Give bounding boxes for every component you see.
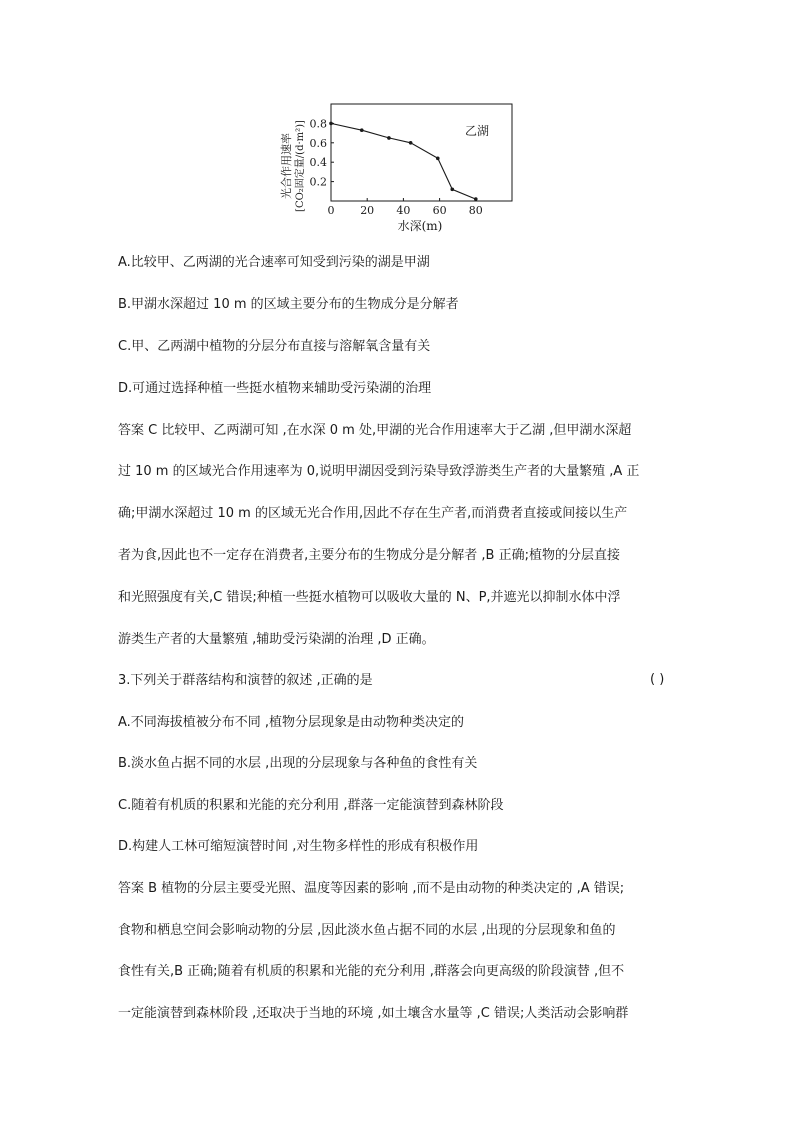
data-point [450, 188, 454, 192]
text-line: 游类生产者的大量繁殖 ,辅助受污染湖的治理 ,D 正确。 [118, 632, 435, 647]
tick-group [310, 117, 483, 217]
text-line: 答案 B 植物的分层主要受光照、温度等因素的影响 ,而不是由动物的种类决定的 ,A 错误; [118, 881, 625, 896]
text-line: 一定能演替到森林阶段 ,还取决于当地的环境 ,如土壤含水量等 ,C 错误;人类活动会影响群 [118, 1006, 629, 1021]
text-line: A.不同海拔植被分布不同 ,植物分层现象是由动物种类决定的 [118, 715, 465, 730]
y-tick-label: 0.2 [309, 175, 327, 189]
x-axis-label: 水深(m) [397, 219, 443, 233]
y-axis-label-line1: 光合作用速率 [280, 133, 293, 199]
text-line: C.随着有机质的积累和光能的充分利用 ,群落一定能演替到森林阶段 [118, 798, 504, 813]
text-line: C.甲、乙两湖中植物的分层分布直接与溶解氧含量有关 [118, 339, 431, 354]
text-line: 过 10 m 的区域光合作用速率为 0,说明甲湖因受到污染导致浮游类生产者的大量繁殖 ,A 正 [118, 464, 640, 479]
y-tick-label: 0.6 [309, 136, 327, 150]
text-line: 答案 C 比较甲、乙两湖可知 ,在水深 0 m 处,甲湖的光合作用速率大于乙湖 ,但甲湖水深超 [118, 423, 632, 438]
y-tick-label: 0.8 [309, 117, 327, 131]
data-point [436, 157, 440, 161]
text-line: B.甲湖水深超过 10 m 的区域主要分布的生物成分是分解者 [118, 297, 459, 312]
data-point [474, 197, 478, 201]
x-tick-label: 20 [360, 204, 375, 217]
text-line: B.淡水鱼占据不同的水层 ,出现的分层现象与各种鱼的食性有关 [118, 756, 478, 771]
text-line: D.构建人工林可缩短演替时间 ,对生物多样性的形成有积极作用 [118, 839, 479, 854]
text-line: 者为食,因此也不一定存在消费者,主要分布的生物成分是分解者 ,B 正确;植物的分层直接 [118, 548, 620, 563]
text-line: 确;甲湖水深超过 10 m 的区域无光合作用,因此不存在生产者,而消费者直接或间接以生产 [118, 506, 628, 521]
legend-yi-lake: 乙湖 [465, 124, 490, 138]
data-point [387, 136, 391, 140]
photosynthesis-depth-chart [270, 96, 530, 246]
x-tick-label: 60 [432, 204, 447, 217]
text-line: 和光照强度有关,C 错误;种植一些挺水植物可以吸收大量的 N、P,并遮光以抑制水体中浮 [118, 590, 621, 605]
answer-bracket: ( ) [650, 672, 665, 687]
text-line: 3.下列关于群落结构和演替的叙述 ,正确的是 [118, 673, 373, 688]
text-line: 食物和栖息空间会影响动物的分层 ,因此淡水鱼占据不同的水层 ,出现的分层现象和鱼的 [118, 923, 616, 938]
x-tick-label: 0 [327, 204, 335, 217]
series-line-yi-lake [331, 123, 476, 199]
text-line: 食性有关,B 正确;随着有机质的积累和光能的充分利用 ,群落会向更高级的阶段演替 ,但不 [118, 964, 625, 979]
x-tick-label: 40 [396, 204, 411, 217]
text-line: D.可通过选择种植一些挺水植物来辅助受污染湖的治理 [118, 381, 432, 396]
x-tick-label: 80 [468, 204, 483, 217]
plot-frame [331, 104, 512, 201]
data-point-group [329, 122, 477, 201]
data-point [360, 128, 364, 132]
y-tick-label: 0.4 [309, 156, 327, 170]
y-axis-label-line2: [CO₂固定量/(d·m²)] [295, 120, 306, 212]
text-line: A.比较甲、乙两湖的光合速率可知受到污染的湖是甲湖 [118, 255, 430, 270]
data-point [409, 141, 413, 145]
data-point [329, 122, 333, 126]
